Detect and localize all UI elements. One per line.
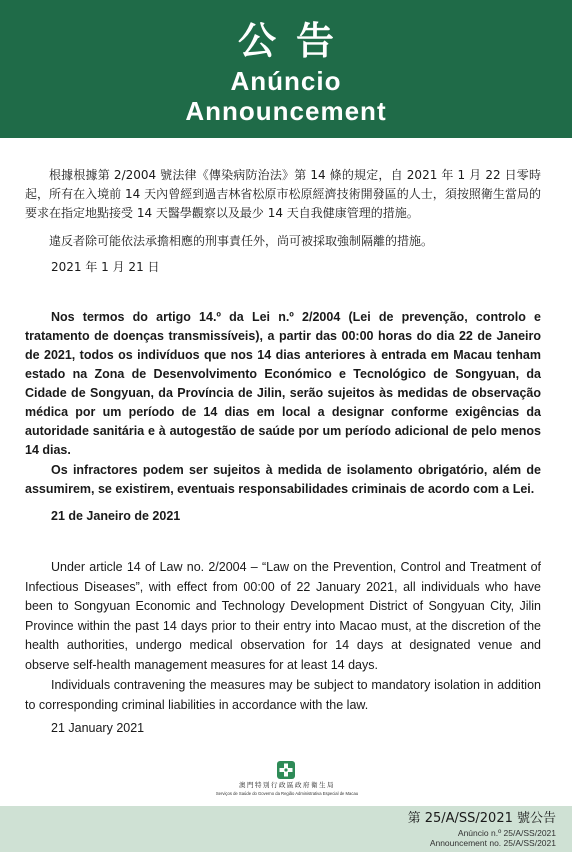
title-portuguese: Anúncio bbox=[230, 66, 342, 96]
portuguese-date: 21 de Janeiro de 2021 bbox=[51, 509, 181, 523]
portuguese-paragraph-1: Nos termos do artigo 14.º da Lei n.º 2/2004 (Lei de prevenção, controlo e tratamento de doenças transmissíveis), a partir das 00:00 horas do dia 22 de Janeiro de 2021, todos os indivíduos que nos 14 dias anteriores à entrada em Macau tenham estado na Zona de Desenvolvimento Económico e Tecnológico de Songyuan, da Cidade de Songyuan, da Província de Jilin, serão sujeitos às medidas de observação médica por um período de 14 dias em local a designar conforme exigências da autoridade sanitária e à autogestão de saúde por um período adicional de pelo menos 14 dias. bbox=[25, 310, 541, 457]
title-chinese: 公告 bbox=[237, 19, 354, 63]
chinese-paragraph-2: 違反者除可能依法承擔相應的刑事責任外，尚可被採取強制隔離的措施。 bbox=[49, 234, 434, 248]
announcement-number-portuguese: Anúncio n.º 25/A/SS/2021 bbox=[457, 828, 556, 838]
portuguese-paragraph-2: Os infractores podem ser sujeitos à medida de isolamento obrigatório, além de assumirem, se existirem, eventuais responsabilidades criminais de acordo com a Lei. bbox=[25, 463, 541, 496]
health-bureau-logo bbox=[214, 760, 360, 800]
footer-bar bbox=[0, 806, 572, 852]
org-name-portuguese: Serviços de Saúde do Governo da Região Administrativa Especial de Macau bbox=[215, 791, 359, 796]
title-english: Announcement bbox=[185, 96, 387, 126]
org-name-chinese: 澳門特別行政區政府衛生局 bbox=[239, 781, 335, 789]
chinese-paragraph-1: 根據根據第 2/2004 號法律《傳染病防治法》第 14 條的規定，自 2021 年 1 月 22 日零時起，所有在入境前 14 天內曾經到過吉林省松原市松原經濟技術開發區的人士，須按照衛生當局的要求在指定地點接受 14 天醫學觀察以及最少 14 天自我健康管理的措施。 bbox=[25, 168, 541, 220]
english-paragraph-1: Under article 14 of Law no. 2/2004 – “Law on the Prevention, Control and Treatment of Infectious Diseases”, with effect from 00:00 of 22 January 2021, all individuals who have been to Songyuan Economic and Technology Development District of Songyuan City, Jilin Province within the past 14 days prior to their entry into Macao must, at the discretion of the health authorities, undergo medical observation for 14 days at designated venue and observe self-health management measures for at least 14 days. bbox=[25, 560, 541, 672]
english-paragraph-2: Individuals contravening the measures may be subject to mandatory isolation in addition to corresponding criminal liabilities in accordance with the law. bbox=[25, 678, 541, 712]
announcement-number-chinese: 第 25/A/SS/2021 號公告 bbox=[407, 811, 556, 826]
chinese-date: 2021 年 1 月 21 日 bbox=[51, 260, 160, 274]
english-date: 21 January 2021 bbox=[51, 721, 145, 735]
health-bureau-emblem-icon bbox=[276, 760, 296, 780]
announcement-number-english: Announcement no. 25/A/SS/2021 bbox=[429, 838, 556, 848]
header-banner bbox=[0, 0, 572, 138]
